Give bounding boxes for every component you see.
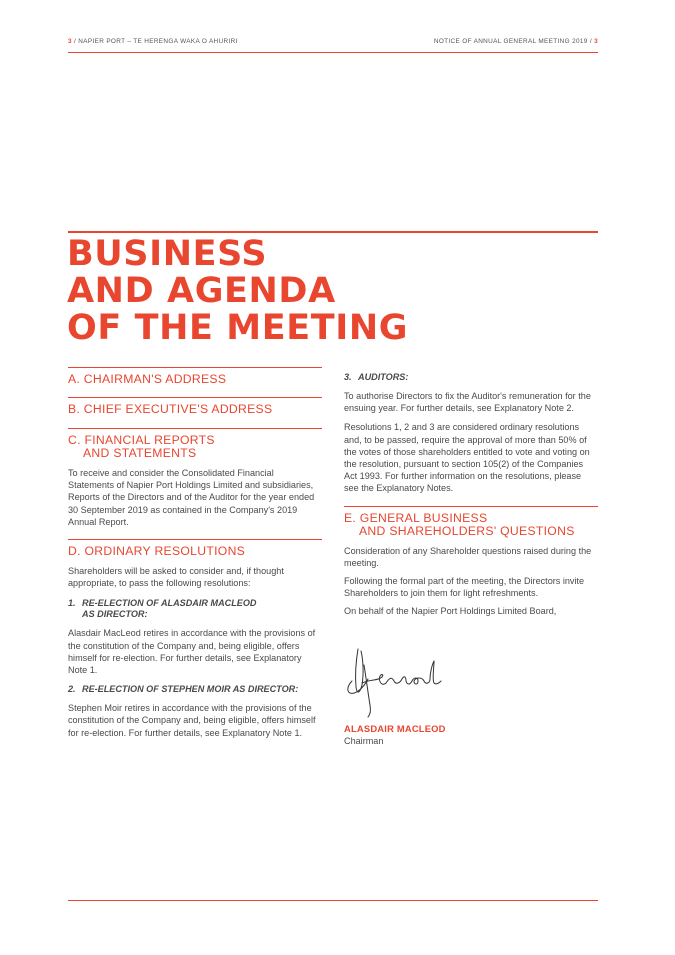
title-line-2: AND AGENDA <box>67 271 336 311</box>
section-e <box>344 506 598 618</box>
resolution-3-title-line-1: AUDITORS: <box>358 372 409 382</box>
signatory-name: ALASDAIR MACLEOD <box>344 723 446 734</box>
left-column <box>68 367 322 739</box>
section-c-heading <box>68 434 322 460</box>
section-c-body: To receive and consider the Consolidated Financial Statements of Napier Port Holdings Limited and subsidiaries, Reports of the Directors and of the Auditor for the year ended 30 September 2019 as contained in the Company's 2019 Annual Report. <box>68 468 315 527</box>
page-title <box>67 236 408 347</box>
section-c <box>68 428 322 528</box>
section-d-heading: D. ORDINARY RESOLUTIONS <box>68 544 246 559</box>
title-line-3: OF THE MEETING <box>67 308 409 348</box>
section-e-paragraph-3: On behalf of the Napier Port Holdings Limited Board, <box>344 606 557 617</box>
resolution-2-body: Stephen Moir retires in accordance with the provisions of the constitution of the Company and, being eligible, offers himself for re-election. For further details, see Explanatory Note 1. <box>68 703 316 738</box>
section-e-paragraph-1: Consideration of any Shareholder questions raised during the meeting. <box>344 545 592 568</box>
resolution-1-title-line-2: AS DIRECTOR: <box>82 609 148 620</box>
section-d-intro: Shareholders will be asked to consider and, if thought appropriate, to pass the following resolutions: <box>68 566 284 589</box>
resolution-2-title-line-1: RE-ELECTION OF STEPHEN MOIR AS DIRECTOR: <box>82 684 299 695</box>
page-number-left: 3 <box>68 38 72 45</box>
header-divider <box>68 52 598 53</box>
resolution-item-3 <box>344 372 598 414</box>
resolution-item-2 <box>68 684 322 739</box>
signatory-role: Chairman <box>344 736 384 746</box>
section-e-heading-line-2: AND SHAREHOLDERS' QUESTIONS <box>359 523 575 538</box>
resolution-1-title <box>68 598 322 620</box>
running-header-left <box>68 38 238 45</box>
page-number-right: 3 <box>594 38 598 45</box>
section-e-heading <box>344 512 598 538</box>
title-divider <box>68 231 598 233</box>
resolution-3-body: To authorise Directors to fix the Auditor's remuneration for the ensuing year. For further details, see Explanatory Note 2. <box>344 391 591 414</box>
resolution-2-title <box>68 684 322 695</box>
section-a <box>68 367 322 386</box>
running-header-right <box>434 38 598 45</box>
publication-name: / NAPIER PORT – TE HERENGA WAKA O AHURIRI <box>74 38 238 45</box>
resolution-1-title-line-1: RE-ELECTION OF ALASDAIR MACLEOD <box>82 598 257 609</box>
right-column <box>344 372 598 618</box>
footer-divider <box>68 900 598 901</box>
section-e-heading-line-1: E. GENERAL BUSINESS <box>344 510 488 525</box>
resolution-item-1 <box>68 598 322 676</box>
document-name: NOTICE OF ANNUAL GENERAL MEETING 2019 / <box>433 38 592 45</box>
resolutions-note: Resolutions 1, 2 and 3 are considered ordinary resolutions and, to be passed, require the approval of more than 50% of the votes of those shareholders entitled to vote and voting on the resolution, pursuant to section 105(2) of the Companies Act 1993. For further information on the resolutions, please see the Explanatory Notes. <box>344 422 590 494</box>
resolution-3-title <box>344 372 598 383</box>
section-c-heading-line-1: C. FINANCIAL REPORTS <box>68 433 215 447</box>
section-b <box>68 397 322 416</box>
resolution-1-number: 1. <box>68 598 76 609</box>
section-e-paragraph-2: Following the formal part of the meeting, the Directors invite Shareholders to join them for light refreshments. <box>344 576 585 599</box>
resolution-1-body: Alasdair MacLeod retires in accordance with the provisions of the constitution of the Company and, being eligible, offers himself for re-election. For further details, see Explanatory Note 1. <box>68 628 316 676</box>
section-d <box>68 539 322 739</box>
section-a-heading: A. CHAIRMAN'S ADDRESS <box>68 372 227 386</box>
section-b-heading: B. CHIEF EXECUTIVE'S ADDRESS <box>68 402 273 416</box>
title-line-1: BUSINESS <box>67 234 268 274</box>
resolution-3-number: 3. <box>344 372 352 382</box>
handwritten-signature <box>344 643 444 719</box>
section-c-heading-line-2: AND STATEMENTS <box>83 446 197 460</box>
resolution-2-number: 2. <box>68 684 76 695</box>
